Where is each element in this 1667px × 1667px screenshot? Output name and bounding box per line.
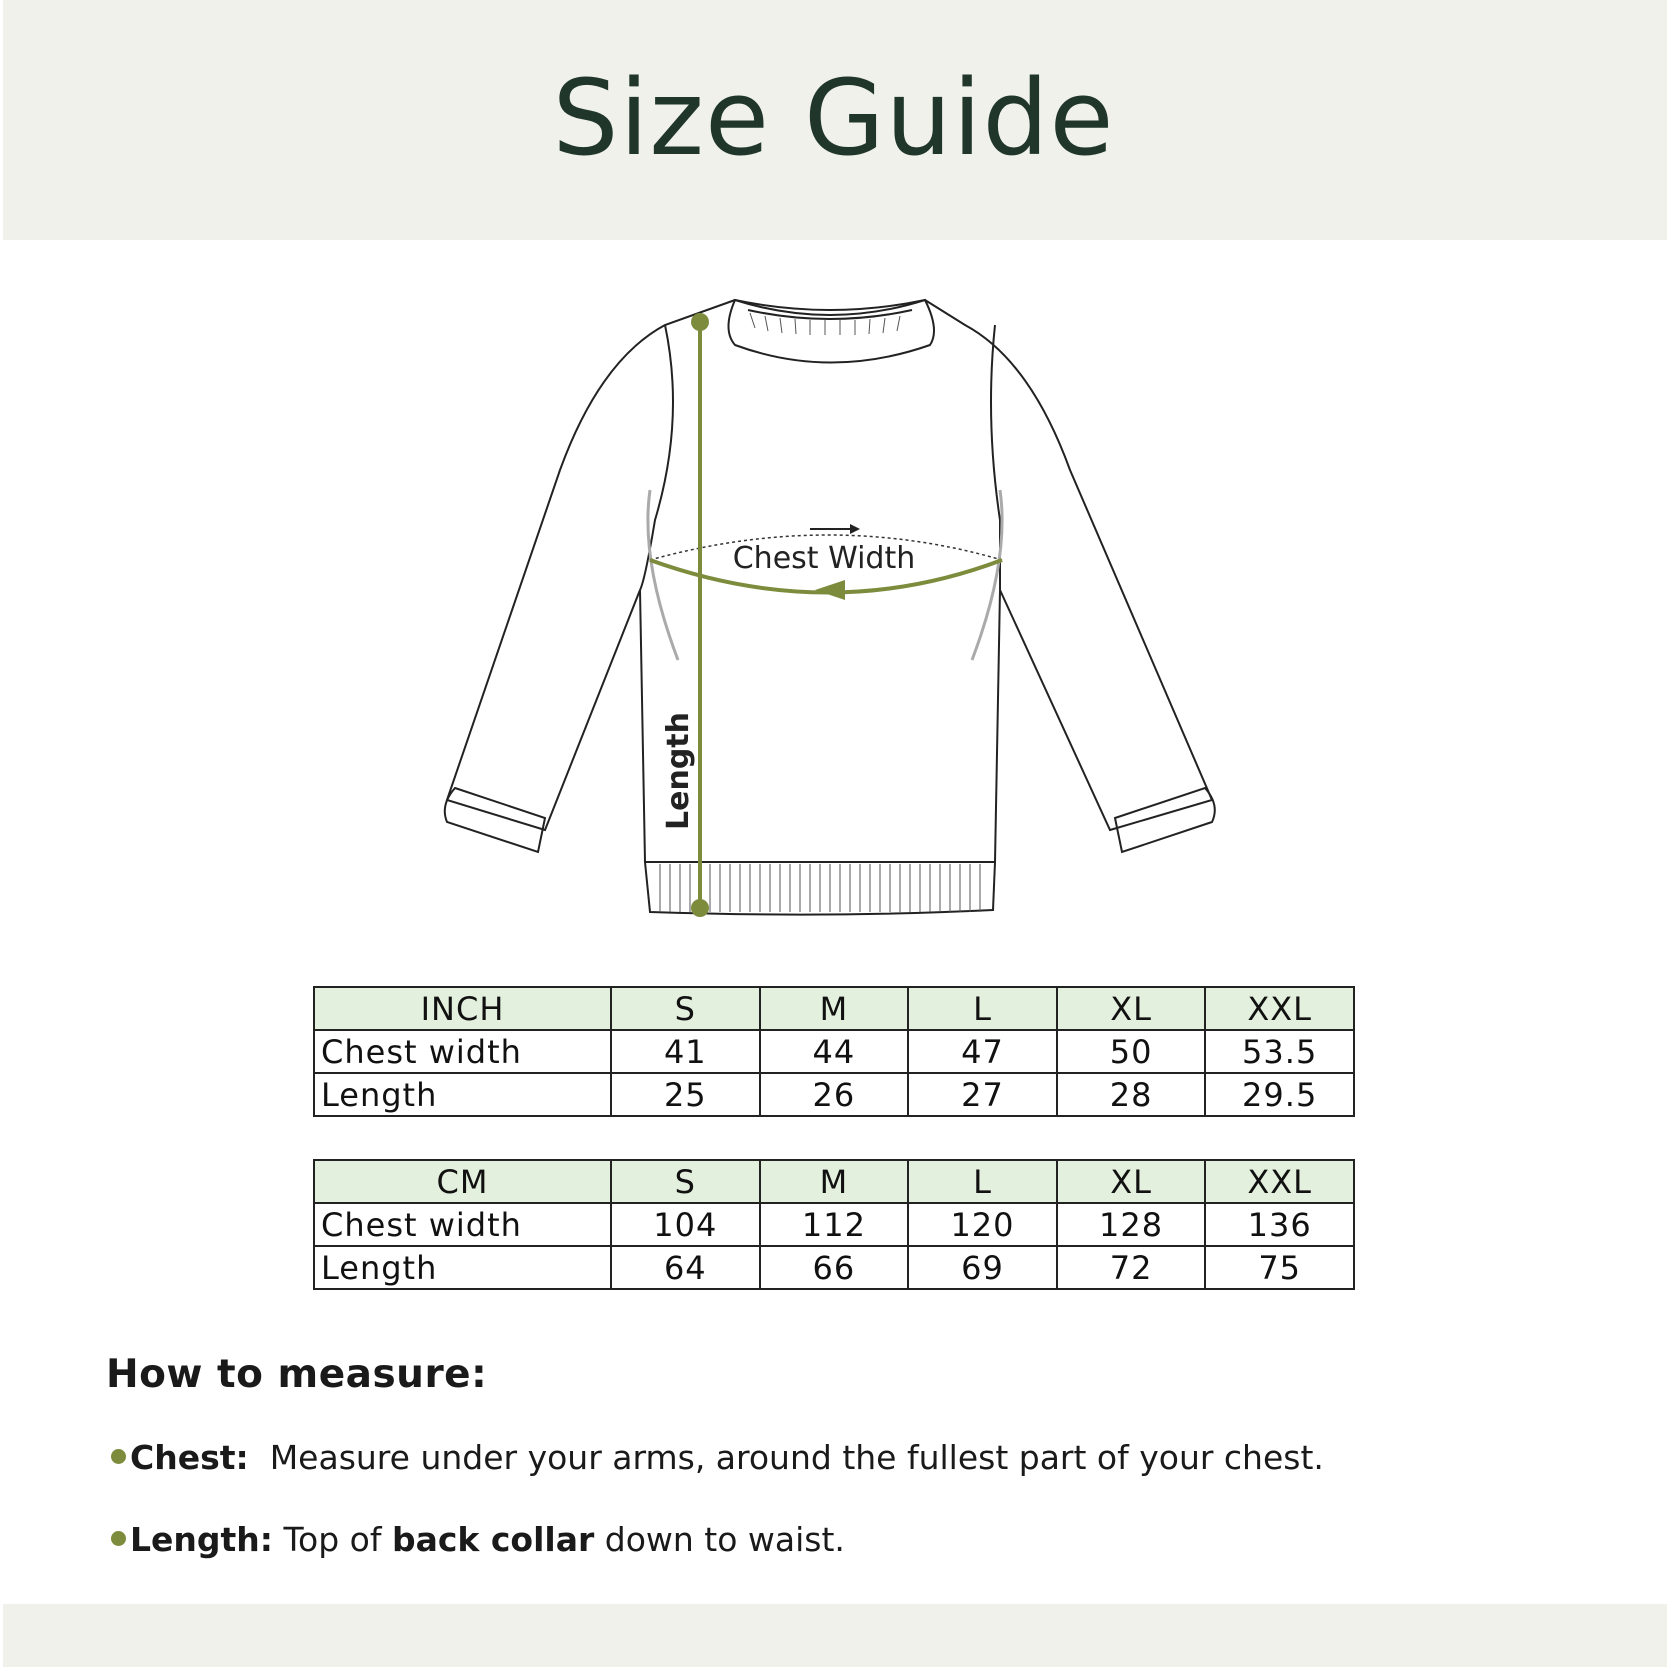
- length-tip-text-a: Top of: [283, 1520, 392, 1559]
- value-cell: 28: [1057, 1073, 1206, 1116]
- value-cell: 26: [760, 1073, 909, 1116]
- unit-cell: CM: [314, 1160, 611, 1203]
- length-top-dot: [691, 313, 709, 331]
- inch-size-table: [313, 986, 1355, 1117]
- size-cell: S: [611, 987, 760, 1030]
- value-cell: 44: [760, 1030, 909, 1073]
- value-cell: 29.5: [1205, 1073, 1354, 1116]
- size-cell: S: [611, 1160, 760, 1203]
- value-cell: 27: [908, 1073, 1057, 1116]
- footer-band: [3, 1604, 1667, 1667]
- length-tip-bold: back collar: [391, 1520, 595, 1559]
- length-tip-label: Length:: [130, 1520, 273, 1559]
- cm-size-table: [313, 1159, 1355, 1290]
- table-row: [314, 1073, 1354, 1116]
- size-cell: L: [908, 987, 1057, 1030]
- left-cuff: [445, 788, 545, 852]
- row-label: Chest width: [314, 1030, 611, 1073]
- chest-tip-label: Chest:: [130, 1438, 249, 1477]
- value-cell: 72: [1057, 1246, 1206, 1289]
- value-cell: 69: [908, 1246, 1057, 1289]
- value-cell: 47: [908, 1030, 1057, 1073]
- row-label: Length: [314, 1246, 611, 1289]
- length-bottom-dot: [691, 899, 709, 917]
- value-cell: 104: [611, 1203, 760, 1246]
- table-row: [314, 1030, 1354, 1073]
- page-title: Size Guide: [552, 57, 1115, 179]
- value-cell: 53.5: [1205, 1030, 1354, 1073]
- bullet-icon: [111, 1531, 126, 1546]
- right-cuff: [1115, 788, 1215, 852]
- row-label: Length: [314, 1073, 611, 1116]
- how-to-measure-title: How to measure:: [106, 1352, 488, 1397]
- table-row: [314, 1203, 1354, 1246]
- chest-width-label: Chest Width: [732, 541, 916, 576]
- value-cell: 112: [760, 1203, 909, 1246]
- chest-tip-text: Measure under your arms, around the fullest part of your chest.: [269, 1438, 1324, 1477]
- size-cell: M: [760, 987, 909, 1030]
- length-tip-text-b: down to waist.: [594, 1520, 845, 1559]
- value-cell: 75: [1205, 1246, 1354, 1289]
- size-cell: XXL: [1205, 987, 1354, 1030]
- table-header-row: [314, 1160, 1354, 1203]
- size-cell: XL: [1057, 1160, 1206, 1203]
- chest-arrow-bottom: [815, 580, 845, 600]
- collar: [729, 300, 935, 363]
- row-label: Chest width: [314, 1203, 611, 1246]
- size-cell: M: [760, 1160, 909, 1203]
- unit-cell: INCH: [314, 987, 611, 1030]
- value-cell: 25: [611, 1073, 760, 1116]
- size-cell: L: [908, 1160, 1057, 1203]
- size-cell: XL: [1057, 987, 1206, 1030]
- value-cell: 136: [1205, 1203, 1354, 1246]
- value-cell: 50: [1057, 1030, 1206, 1073]
- value-cell: 64: [611, 1246, 760, 1289]
- value-cell: 66: [760, 1246, 909, 1289]
- table-row: [314, 1246, 1354, 1289]
- value-cell: 128: [1057, 1203, 1206, 1246]
- value-cell: 120: [908, 1203, 1057, 1246]
- table-header-row: [314, 987, 1354, 1030]
- sweater-outline: [447, 300, 1212, 862]
- length-tip: [111, 1520, 845, 1559]
- length-label: Length: [661, 712, 696, 830]
- value-cell: 41: [611, 1030, 760, 1073]
- chest-tip: [111, 1438, 1324, 1477]
- bullet-icon: [111, 1449, 126, 1464]
- size-cell: XXL: [1205, 1160, 1354, 1203]
